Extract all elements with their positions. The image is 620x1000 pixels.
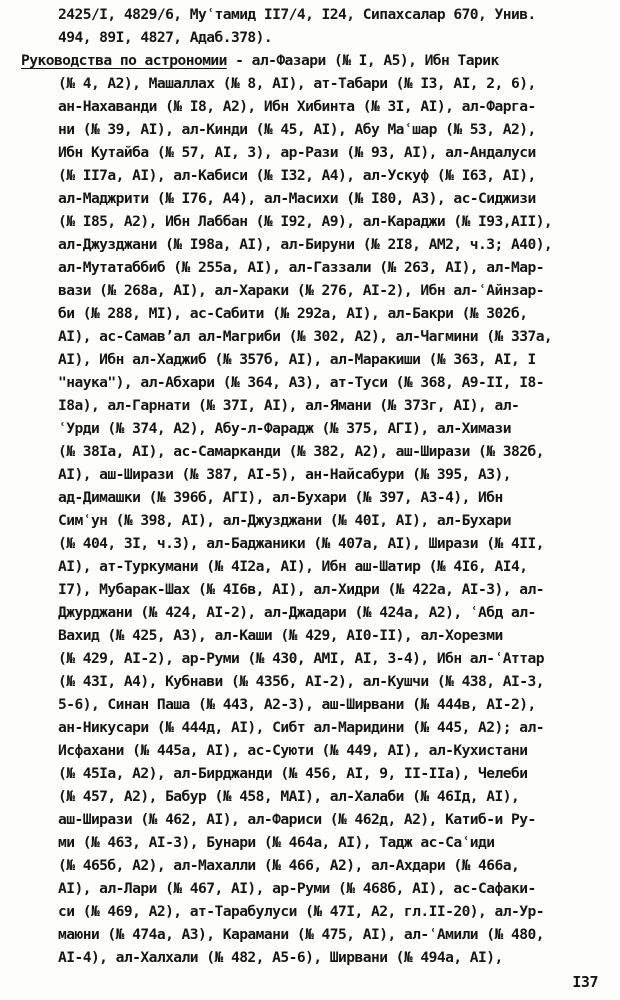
text-line-40: си (№ 469, А2), ат-Тарабулуси (№ 47I, А2, гл.II-20), ал-Ур- [58,903,544,920]
text-line-6: ни (№ 39, АI), ал-Кинди (№ 45, АI), Абу Маʿшар (№ 53, А2), [58,121,536,138]
text-line-11: ал-Джузджани (№ I98а, АI), ал-Бируни (№ 2I8, АМ2, ч.3; А40), [58,236,553,253]
text-line-35: (№ 457, А2), Бабур (№ 458, МАI), ал-Халаби (№ 46Iд, АI), [58,788,520,805]
text-line-30: (№ 43I, А4), Кубнави (№ 435б, АI-2), ал-Кушчи (№ 438, АI-3, [58,673,544,690]
text-line-29: (№ 429, АI-2), ар-Руми (№ 430, АМI, АI, 3-4), Ибн ал-ʿАттар [58,650,544,667]
text-line-34: (№ 45Iа, А2), ал-Бирджанди (№ 456, АI, 9, II-IIа), Челеби [58,765,528,782]
text-line-19: ʿУрди (№ 374, А2), Абу-л-Фарадж (№ 375, АГI), ал-Химази [58,420,511,437]
text-line-1: 2425/I, 4829/6, Муʿтамид II7/4, I24, Сипахсалар 670, Унив. [58,6,536,23]
text-line-33: Исфахани (№ 445а, АI), ас-Суюти (№ 449, АI), ал-Кухистани [58,742,528,759]
text-line-41: маюни (№ 474а, А3), Карамани (№ 475, АI), ал-ʿАмили (№ 480, [58,926,544,943]
page-number: I37 [572,973,598,991]
text-line-22: ад-Димашки (№ 396б, АГI), ал-Бухари (№ 397, А3-4), Ибн [58,489,503,506]
text-line-42: АI-4), ал-Халхали (№ 482, А5-6), Ширвани (№ 494а, АI), [58,949,503,966]
text-line-27: Джурджани (№ 424, АI-2), ал-Джадари (№ 424а, А2), ʿАбд ал- [58,604,536,621]
text-line-10: (№ I85, А2), Ибн Лаббан (№ I92, А9), ал-Караджи (№ I93,АII), [58,213,553,230]
text-line-15: АI), ас-Самавʼал ал-Магриби (№ 302, А2), ал-Чагмини (№ 337а, [58,328,553,345]
text-line-21: АI), аш-Ширази (№ 387, АI-5), ан-Найсабури (№ 395, А3), [58,466,511,483]
text-line-31: 5-6), Синан Паша (№ 443, А2-3), аш-Ширвани (№ 444в, АI-2), [58,696,536,713]
section-heading-line [21,51,499,71]
section-heading-term: Руководства по астрономии [21,52,227,69]
text-line-37: ми (№ 463, АI-3), Бунари (№ 464а, АI), Тадж ас-Саʿиди [58,834,495,851]
text-line-14: би (№ 288, МI), ас-Сабити (№ 292а, АI), ал-Бакри (№ 302б, [58,305,528,322]
text-line-38: (№ 465б, А2), ал-Махалли (№ 466, А2), ал-Ахдари (№ 466а, [58,857,520,874]
text-line-18: I8а), ал-Гарнати (№ 37I, АI), ал-Ямани (№ 373г, АI), ал- [58,397,520,414]
text-line-32: ан-Никусари (№ 444д, АI), Сибт ал-Маридини (№ 445, А2); ал- [58,719,544,736]
text-line-17: "наука"), ал-Абхари (№ 364, А3), ат-Туси (№ 368, А9-II, I8- [58,374,544,391]
text-line-7: Ибн Кутайба (№ 57, АI, 3), ар-Рази (№ 93, АI), ал-Андалуси [58,144,536,161]
text-line-39: АI), ал-Лари (№ 467, АI), ар-Руми (№ 468б, АI), ас-Сафаки- [58,880,536,897]
text-line-25: АI), ат-Туркумани (№ 4I2а, АI), Ибн аш-Шатир (№ 4I6, АI4, [58,558,528,575]
text-line-13: вази (№ 268а, АI), ал-Хараки (№ 276, АI-2), Ибн ал-ʿАйнзар- [58,282,544,299]
text-line-28: Вахид (№ 425, А3), ал-Каши (№ 429, АI0-II), ал-Хорезми [58,627,503,644]
text-line-8: (№ II7а, АI), ал-Кабиси (№ I32, А4), ал-Ускуф (№ I63, АI), [58,167,536,184]
section-heading-rest: - ал-Фазари (№ I, А5), Ибн Тарик [226,52,499,69]
text-line-4: (№ 4, А2), Машаллах (№ 8, АI), ат-Табари (№ I3, АI, 2, 6), [58,75,536,92]
text-line-26: I7), Мубарак-Шах (№ 4I6в, АI), ал-Хидри (№ 422а, АI-3), ал- [58,581,544,598]
text-line-20: (№ 38Iа, АI), ас-Самарканди (№ 382, А2), аш-Ширази (№ 382б, [58,443,544,460]
text-line-12: ал-Мутатаббиб (№ 255а, АI), ал-Газзали (№ 263, АI), ал-Мар- [58,259,544,276]
text-line-36: аш-Ширази (№ 462, АI), ал-Фариси (№ 462д, А2), Катиб-и Ру- [58,811,536,828]
text-line-2: 494, 89I, 4827, Адаб.378). [58,29,273,46]
text-line-23: Симʿун (№ 398, АI), ал-Джузджани (№ 40I, АI), ал-Бухари [58,512,511,529]
text-line-24: (№ 404, 3I, ч.3), ал-Баджаники (№ 407а, АI), Ширази (№ 4II, [58,535,544,552]
text-line-9: ал-Маджрити (№ I76, А4), ал-Масихи (№ I80, А3), ас-Сиджизи [58,190,536,207]
text-line-16: АI), Ибн ал-Хаджиб (№ 357б, АI), ал-Маракиши (№ 363, АI, I [58,351,536,368]
text-line-5: ан-Нахаванди (№ I8, А2), Ибн Хибинта (№ 3I, АI), ал-Фарга- [58,98,536,115]
